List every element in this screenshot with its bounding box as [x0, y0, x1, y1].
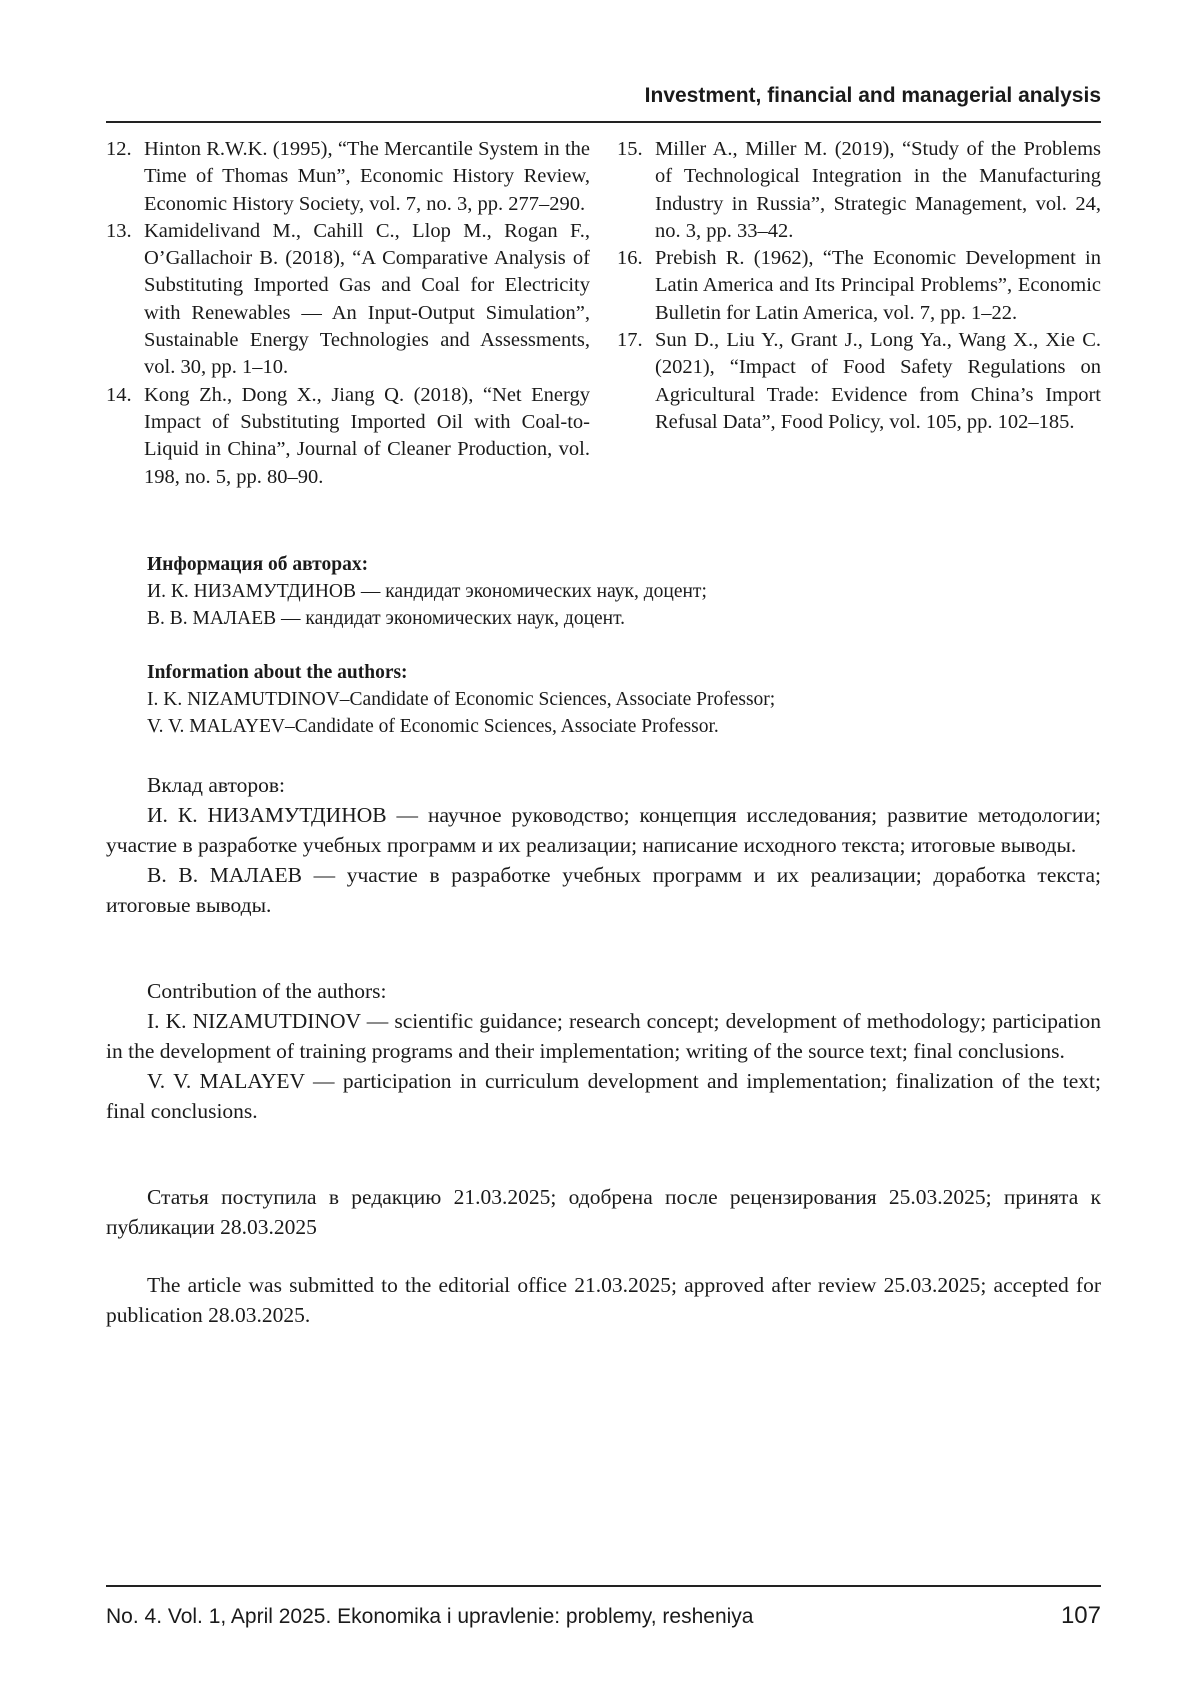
reference-number: 15. — [617, 136, 643, 163]
contribution-paragraph: I. K. NIZAMUTDINOV — scientific guidance; research concept; development of methodology; participation in the development of training programs and their implementation; writing of the source text; final conclusions. — [106, 1006, 1101, 1066]
page-number: 107 — [1061, 1602, 1101, 1630]
contribution-en — [106, 976, 1101, 1126]
reference-text: Kong Zh., Dong X., Jiang Q. (2018), “Net Energy Impact of Substituting Imported Oil with Coal-to-Liquid in China”, Journal of Cleaner Production, vol. 198, no. 5, pp. 80–90. — [144, 384, 590, 488]
author-line: V. V. MALAYEV–Candidate of Economic Sciences, Associate Professor. — [106, 713, 1101, 740]
authors-info-en-heading: Information about the authors: — [106, 659, 1101, 686]
reference-item — [106, 382, 590, 491]
authors-info-en — [106, 659, 1101, 740]
references-right-column — [617, 136, 1101, 436]
contribution-paragraph: И. К. НИЗАМУТДИНОВ — научное руководство; концепция исследования; развитие методологии; участие в разработке учебных программ и их реализации; написание исходного текста; итоговые выводы. — [106, 800, 1101, 860]
references-left-column — [106, 136, 590, 491]
dates-en-text: The article was submitted to the editorial office 21.03.2025; approved after review 25.03.2025; accepted for publication 28.03.2025. — [106, 1270, 1101, 1330]
contribution-ru — [106, 770, 1101, 920]
reference-number: 13. — [106, 218, 132, 245]
reference-item — [617, 136, 1101, 245]
reference-text: Miller A., Miller M. (2019), “Study of the Problems of Technological Integration in the Manufacturing Industry in Russia”, Strategic Management, vol. 24, no. 3, pp. 33–42. — [655, 138, 1101, 242]
dates-en — [106, 1270, 1101, 1330]
reference-number: 12. — [106, 136, 132, 163]
reference-item — [106, 218, 590, 382]
dates-ru — [106, 1182, 1101, 1242]
header-rule — [106, 121, 1101, 123]
running-head: Investment, financial and managerial analysis — [106, 84, 1101, 108]
contribution-paragraph: В. В. МАЛАЕВ — участие в разработке учебных программ и их реализации; доработка текста; итоговые выводы. — [106, 860, 1101, 920]
author-line: В. В. МАЛАЕВ — кандидат экономических наук, доцент. — [106, 605, 1101, 632]
reference-item — [106, 136, 590, 218]
page-footer — [106, 1602, 1101, 1630]
author-line: I. K. NIZAMUTDINOV–Candidate of Economic Sciences, Associate Professor; — [106, 686, 1101, 713]
contribution-en-heading: Contribution of the authors: — [106, 976, 1101, 1006]
reference-item — [617, 245, 1101, 327]
reference-number: 17. — [617, 327, 643, 354]
footer-journal: No. 4. Vol. 1, April 2025. Ekonomika i upravlenie: problemy, resheniya — [106, 1605, 753, 1629]
reference-text: Hinton R.W.K. (1995), “The Mercantile System in the Time of Thomas Mun”, Economic History Review, Economic History Society, vol. 7, no. 3, pp. 277–290. — [144, 138, 590, 215]
reference-text: Kamidelivand M., Cahill C., Llop M., Rogan F., O’Gallachoir B. (2018), “A Comparative Analysis of Substituting Imported Gas and Coal for Electricity with Renewables — An Input-Output Simulation”, Sustainable Energy Technologies and Assessments, vol. 30, pp. 1–10. — [144, 220, 590, 378]
reference-text: Prebish R. (1962), “The Economic Development in Latin America and Its Principal Problems”, Economic Bulletin for Latin America, vol. 7, pp. 1–22. — [655, 247, 1101, 324]
footer-rule — [106, 1585, 1101, 1587]
authors-info-ru-heading: Информация об авторах: — [106, 551, 1101, 578]
reference-number: 14. — [106, 382, 132, 409]
contribution-ru-heading: Вклад авторов: — [106, 770, 1101, 800]
authors-info-ru — [106, 551, 1101, 632]
reference-number: 16. — [617, 245, 643, 272]
reference-item — [617, 327, 1101, 436]
reference-text: Sun D., Liu Y., Grant J., Long Ya., Wang X., Xie C. (2021), “Impact of Food Safety Regulations on Agricultural Trade: Evidence from China’s Import Refusal Data”, Food Policy, vol. 105, pp. 102–185. — [655, 329, 1101, 433]
dates-ru-text: Статья поступила в редакцию 21.03.2025; одобрена после рецензирования 25.03.2025; принята к публикации 28.03.2025 — [106, 1182, 1101, 1242]
author-line: И. К. НИЗАМУТДИНОВ — кандидат экономических наук, доцент; — [106, 578, 1101, 605]
contribution-paragraph: V. V. MALAYEV — participation in curriculum development and implementation; finalization of the text; final conclusions. — [106, 1066, 1101, 1126]
